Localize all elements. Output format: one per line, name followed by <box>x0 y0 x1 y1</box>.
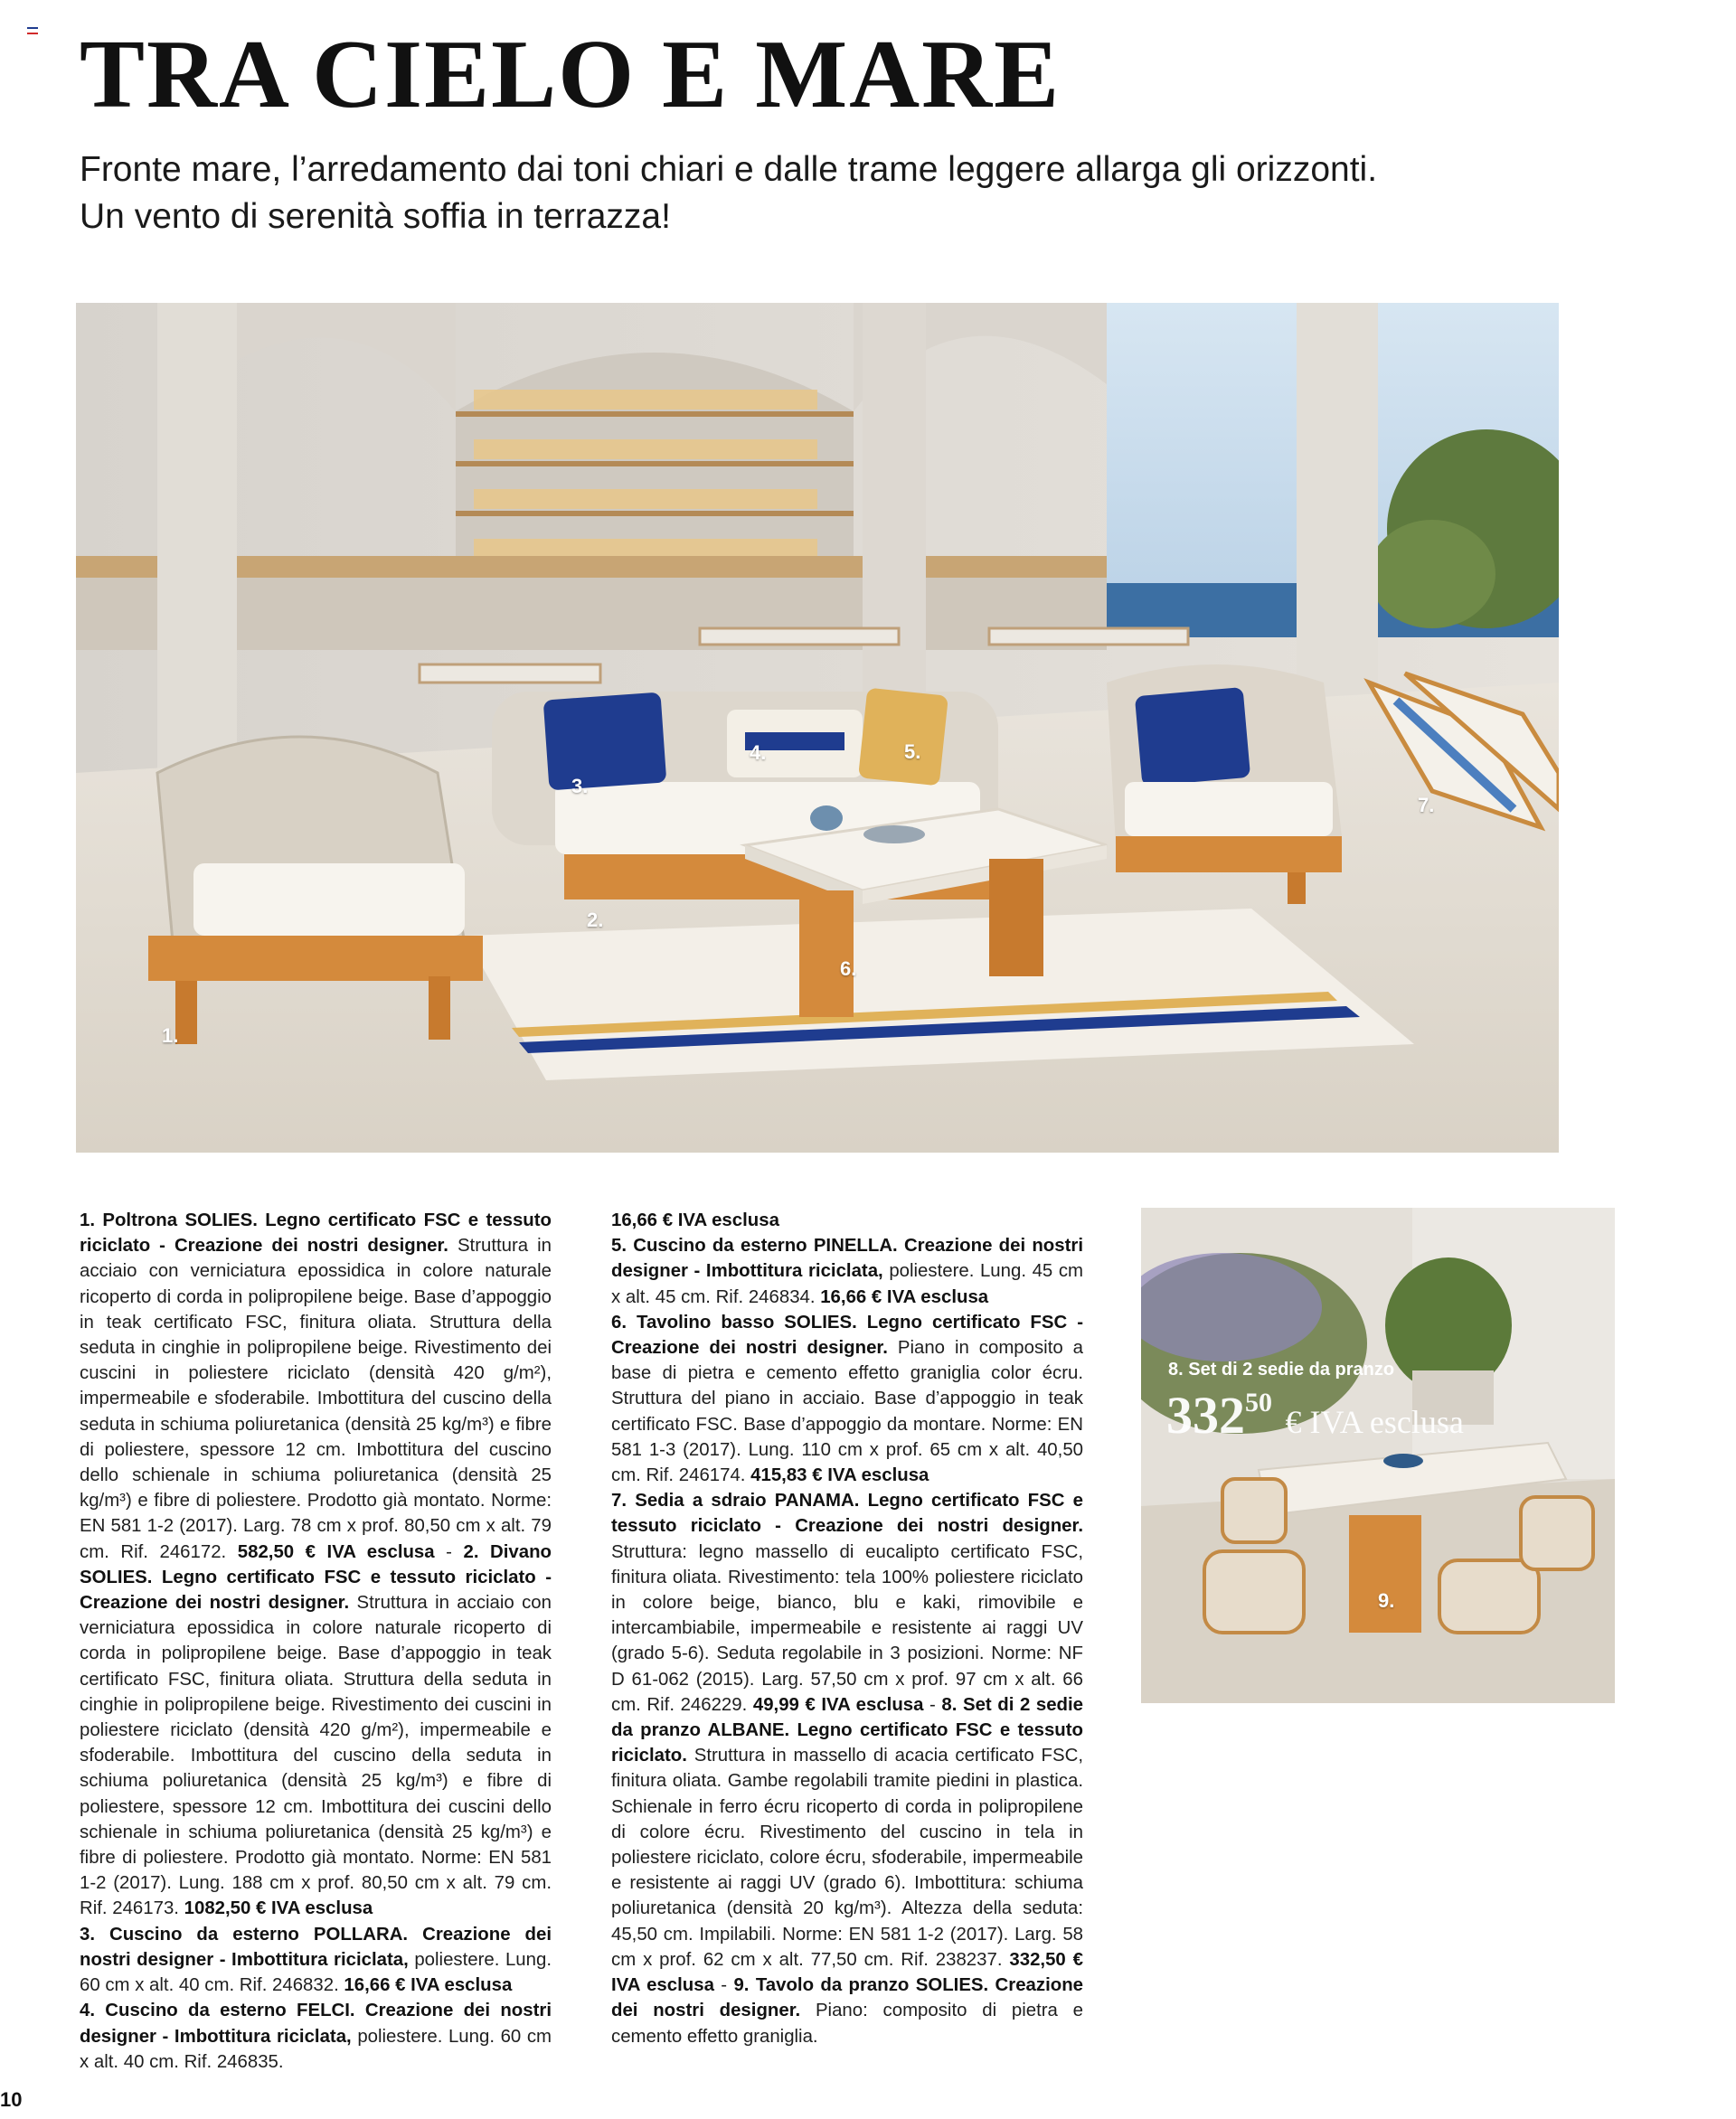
flag-icon <box>27 27 38 34</box>
inset-price-suffix: € IVA esclusa <box>1285 1404 1464 1440</box>
product-7-price: 49,99 € IVA esclusa <box>752 1694 924 1715</box>
product-1-title: 1. Poltrona SOLIES. Legno certificato FSC e tessuto riciclato - Creazione dei nostri designer. <box>80 1210 552 1257</box>
product-9-text: Piano: composito di pietra e cemento effetto graniglia. <box>611 2001 1083 2047</box>
column <box>157 303 237 773</box>
intro-line-1: Fronte mare, l’arredamento dai toni chiari e dalle trame leggere allarga gli orizzonti. <box>80 150 1378 189</box>
product-2-text: Struttura in acciaio con verniciatura epossidica in colore naturale ricoperto di corda in polipropilene beige. Base d’appoggio in teak certificato FSC, finitura oliata. Struttura della seduta in cinghie in polipropilene beige. Rivestimento dei cuscini in poliestere riciclato (densità 420 g/m²), impermeabile e sfoderabile. Imbottitura del cuscino della seduta in schiuma poliuretanica (densità 25 kg/m³) e fibre di poliestere, spessore 12 cm. Imbottitura dei cuscini dello schienale in schiuma poliuretanica (densità 25 kg/m³) e fibre di poliestere. Prodotto già montato. Norme: EN 581 1-2 (2017). Lung. 188 cm x prof. 80,50 cm x alt. 79 cm. Rif. 246173. <box>80 1593 552 1919</box>
product-4-text: poliestere. Lung. 60 cm x alt. 40 cm. Rif. 246835. <box>80 2026 552 2072</box>
inset-price-int: 332 <box>1166 1386 1245 1445</box>
product-text-column-2: 16,66 € IVA esclusa 5. Cuscino da esterno PINELLA. Creazione dei nostri designer - Imbottitura riciclata, poliestere. Lung. 45 cm x alt. 45 cm. Rif. 246834. 16,66 € IVA esclusa 6. Tavolino basso SOLIES. Legno certificato FSC - Creazione dei nostri designer. Piano in composito a base di pietra e cemento effetto graniglia color écru. Struttura del piano in acciaio. Base d’appoggio in teak certificato FSC. Base d’appoggio da montare. Norme: EN 581 1-3 (2017). Lung. 110 cm x prof. 65 cm x alt. 40,50 cm. Rif. 246174. 415,83 € IVA esclusa 7. Sedia a sdraio PANAMA. Legno certificato FSC e tessuto riciclato - Creazione dei nostri designer. Struttura: legno massello di eucalipto certificato FSC, finitura oliata. Rivestimento: tela 100% poliestere riciclato in colore beige, bianco, blu e kaki, rimovibile e intercambiabile, impermeabile e resistente ai raggi UV (grado 5-6). Seduta regolabile in 3 posizioni. Norme: NF D 61-062 (2015). Larg. 57,50 cm x prof. 97 cm x alt. 66 cm. Rif. 246229. 49,99 € IVA esclusa - 8. Set di 2 sedie da pranzo ALBANE. Legno certificato FSC e tessuto riciclato. Struttura in massello di acacia certificato FSC, finitura oliata. Gambe regolabili tramite piedini in plastica. Schienale in ferro écru ricoperto di corda in polipropilene di colore écru. Rivestimento del cuscino in tela in poliestere riciclato, colore écru, sfoderabile, impermeabile e resistente ai raggi UV (grado 6). Imbottitura: schiuma poliuretanica (densità 20 kg/m³). Altezza della seduta: 45,50 cm. Impilabili. Norme: EN 581 1-2 (2017). Larg. 58 cm x prof. 62 cm x alt. 77,50 cm. Rif. 238237. 332,50 € IVA esclusa - 9. Tavolo da pranzo SOLIES. Creazione dei nostri designer. Piano: composito di pietra e cemento effetto graniglia. <box>611 1210 1084 2047</box>
product-8-title: 8. Set di 2 sedie da pranzo ALBANE. Legno certificato FSC e tessuto riciclato. <box>611 1694 1084 1766</box>
hero-marker-4: 4. <box>750 741 767 764</box>
product-6-title: 6. Tavolino basso SOLIES. Legno certificato FSC - Creazione dei nostri designer. <box>611 1312 1083 1359</box>
hero-illustration <box>76 303 1559 1153</box>
inset-price-dec: 50 <box>1245 1388 1272 1417</box>
dining-table-base <box>1349 1515 1421 1633</box>
hero-marker-6: 6. <box>840 957 857 980</box>
inset-photo <box>1141 1208 1615 1703</box>
page-title: TRA CIELO E MARE <box>80 21 1061 128</box>
product-4-price: 16,66 € IVA esclusa <box>611 1210 779 1230</box>
product-5-price: 16,66 € IVA esclusa <box>820 1286 989 1307</box>
hero-marker-5: 5. <box>904 740 921 763</box>
hero-photo <box>76 303 1559 1153</box>
tree <box>1369 520 1495 628</box>
product-6-price: 415,83 € IVA esclusa <box>750 1465 929 1486</box>
product-7-text: Struttura: legno massello di eucalipto certificato FSC, finitura oliata. Rivestimento: tela 100% poliestere riciclato in colore beige, bianco, blu e kaki, rimovibile e intercambiabile, impermeabile e resistente ai raggi UV (grado 5-6). Seduta regolabile in 3 posizioni. Norme: NF D 61-062 (2015). Larg. 57,50 cm x prof. 97 cm x alt. 66 cm. Rif. 246229. <box>611 1541 1083 1715</box>
column <box>863 303 926 719</box>
intro-line-2: Un vento di serenità soffia in terrazza! <box>80 197 671 236</box>
product-3-text: poliestere. Lung. 60 cm x alt. 40 cm. Rif. 246832. <box>80 1949 552 1996</box>
hero-marker-2: 2. <box>587 909 604 931</box>
product-3-title: 3. Cuscino da esterno POLLARA. Creazione dei nostri designer - Imbottitura riciclata, <box>80 1924 552 1970</box>
intro-paragraph <box>80 146 1617 240</box>
product-4-title: 4. Cuscino da esterno FELCI. Creazione dei nostri designer - Imbottitura riciclata, <box>80 2001 552 2047</box>
hero-marker-3: 3. <box>571 775 589 797</box>
product-text-column-1: 1. Poltrona SOLIES. Legno certificato FSC e tessuto riciclato - Creazione dei nostri designer. Struttura in acciaio con verniciatura epossidica in colore naturale ricoperto di corda in polipropilene beige. Base d’appoggio in teak certificato FSC, finitura oliata. Struttura della seduta in cinghie in polipropilene beige. Rivestimento dei cuscini in poliestere riciclato (densità 420 g/m²), impermeabile e sfoderabile. Imbottitura del cuscino della seduta in schiuma poliuretanica (densità 25 kg/m³) e fibre di poliestere, spessore 12 cm. Imbottitura del cuscino dello schienale in schiuma poliuretanica (densità 25 kg/m³) e fibre di poliestere. Prodotto già montato. Norme: EN 581 1-2 (2017). Larg. 78 cm x prof. 80,50 cm x alt. 79 cm. Rif. 246172. 582,50 € IVA esclusa - 2. Divano SOLIES. Legno certificato FSC e tessuto riciclato - Creazione dei nostri designer. Struttura in acciaio con verniciatura epossidica in colore naturale ricoperto di corda in polipropilene beige. Base d’appoggio in teak certificato FSC, finitura oliata. Struttura della seduta in cinghie in polipropilene beige. Rivestimento dei cuscini in poliestere riciclato (densità 420 g/m²), impermeabile e sfoderabile. Imbottitura del cuscino della seduta in schiuma poliuretanica (densità 25 kg/m³) e fibre di poliestere, spessore 12 cm. Imbottitura dei cuscini dello schienale in schiuma poliuretanica (densità 25 kg/m³) e fibre di poliestere. Prodotto già montato. Norme: EN 581 1-2 (2017). Lung. 188 cm x prof. 80,50 cm x alt. 79 cm. Rif. 246173. 1082,50 € IVA esclusa 3. Cuscino da esterno POLLARA. Creazione dei nostri designer - Imbottitura riciclata, poliestere. Lung. 60 cm x alt. 40 cm. Rif. 246832. 16,66 € IVA esclusa 4. Cuscino da esterno FELCI. Creazione dei nostri designer - Imbottitura riciclata, poliestere. Lung. 60 cm x alt. 40 cm. Rif. 246835. <box>80 1210 552 2072</box>
inset-marker-9: 9. <box>1378 1589 1395 1612</box>
product-2-title: 2. Divano SOLIES. Legno certificato FSC e tessuto riciclato - Creazione dei nostri designer. <box>80 1541 552 1614</box>
product-9-title: 9. Tavolo da pranzo SOLIES. Creazione dei nostri designer. <box>611 1975 1084 2021</box>
inset-caption: 8. Set di 2 sedie da pranzo <box>1168 1360 1395 1380</box>
hero-marker-1: 1. <box>162 1024 179 1047</box>
product-6-text: Piano in composito a base di pietra e cemento effetto graniglia color écru. Struttura del piano in acciaio. Base d’appoggio in teak certificato FSC. Base d’appoggio da montare. Norme: EN 581 1-3 (2017). Lung. 110 cm x prof. 65 cm x alt. 40,50 cm. Rif. 246174. <box>611 1338 1083 1486</box>
inset-illustration <box>1141 1208 1615 1703</box>
product-3-price: 16,66 € IVA esclusa <box>344 1975 513 1996</box>
product-8-text: Struttura in massello di acacia certificato FSC, finitura oliata. Gambe regolabili tramite piedini in plastica. Schienale in ferro écru ricoperto di corda in polipropilene di colore écru. Rivestimento del cuscino in tela in poliestere riciclato, colore écru, sfoderabile, impermeabile e resistente ai raggi UV (grado 6). Imbottitura: schiuma poliuretanica (densità 20 kg/m³). Altezza della seduta: 45,50 cm. Impilabili. Norme: EN 581 1-2 (2017). Larg. 58 cm x prof. 62 cm x alt. 77,50 cm. Rif. 238237. <box>611 1746 1083 1970</box>
column <box>1297 303 1378 710</box>
product-2-price: 1082,50 € IVA esclusa <box>184 1898 373 1919</box>
product-8-price: 332,50 € IVA esclusa <box>611 1949 1083 1996</box>
hero-marker-7: 7. <box>1418 794 1435 816</box>
product-1-price: 582,50 € IVA esclusa <box>237 1541 435 1562</box>
product-5-title: 5. Cuscino da esterno PINELLA. Creazione dei nostri designer - Imbottitura riciclata, <box>611 1236 1083 1282</box>
right-armchair <box>1107 664 1342 904</box>
page-number: 10 <box>0 2088 23 2111</box>
inset-price <box>1166 1385 1464 1446</box>
product-1-text: Struttura in acciaio con verniciatura epossidica in colore naturale ricoperto di corda in polipropilene beige. Base d’appoggio in teak certificato FSC, finitura oliata. Struttura della seduta in cinghie in polipropilene beige. Rivestimento dei cuscini in poliestere riciclato (densità 420 g/m²), impermeabile e sfoderabile. Imbottitura del cuscino della seduta in schiuma poliuretanica (densità 25 kg/m³) e fibre di poliestere, spessore 12 cm. Imbottitura del cuscino dello schienale in schiuma poliuretanica (densità 25 kg/m³) e fibre di poliestere. Prodotto già montato. Norme: EN 581 1-2 (2017). Larg. 78 cm x prof. 80,50 cm x alt. 79 cm. Rif. 246172. <box>80 1236 552 1562</box>
product-5-text: poliestere. Lung. 45 cm x alt. 45 cm. Rif. 246834. <box>611 1261 1083 1307</box>
product-7-title: 7. Sedia a sdraio PANAMA. Legno certificato FSC e tessuto riciclato - Creazione dei nostri designer. <box>611 1491 1083 1537</box>
